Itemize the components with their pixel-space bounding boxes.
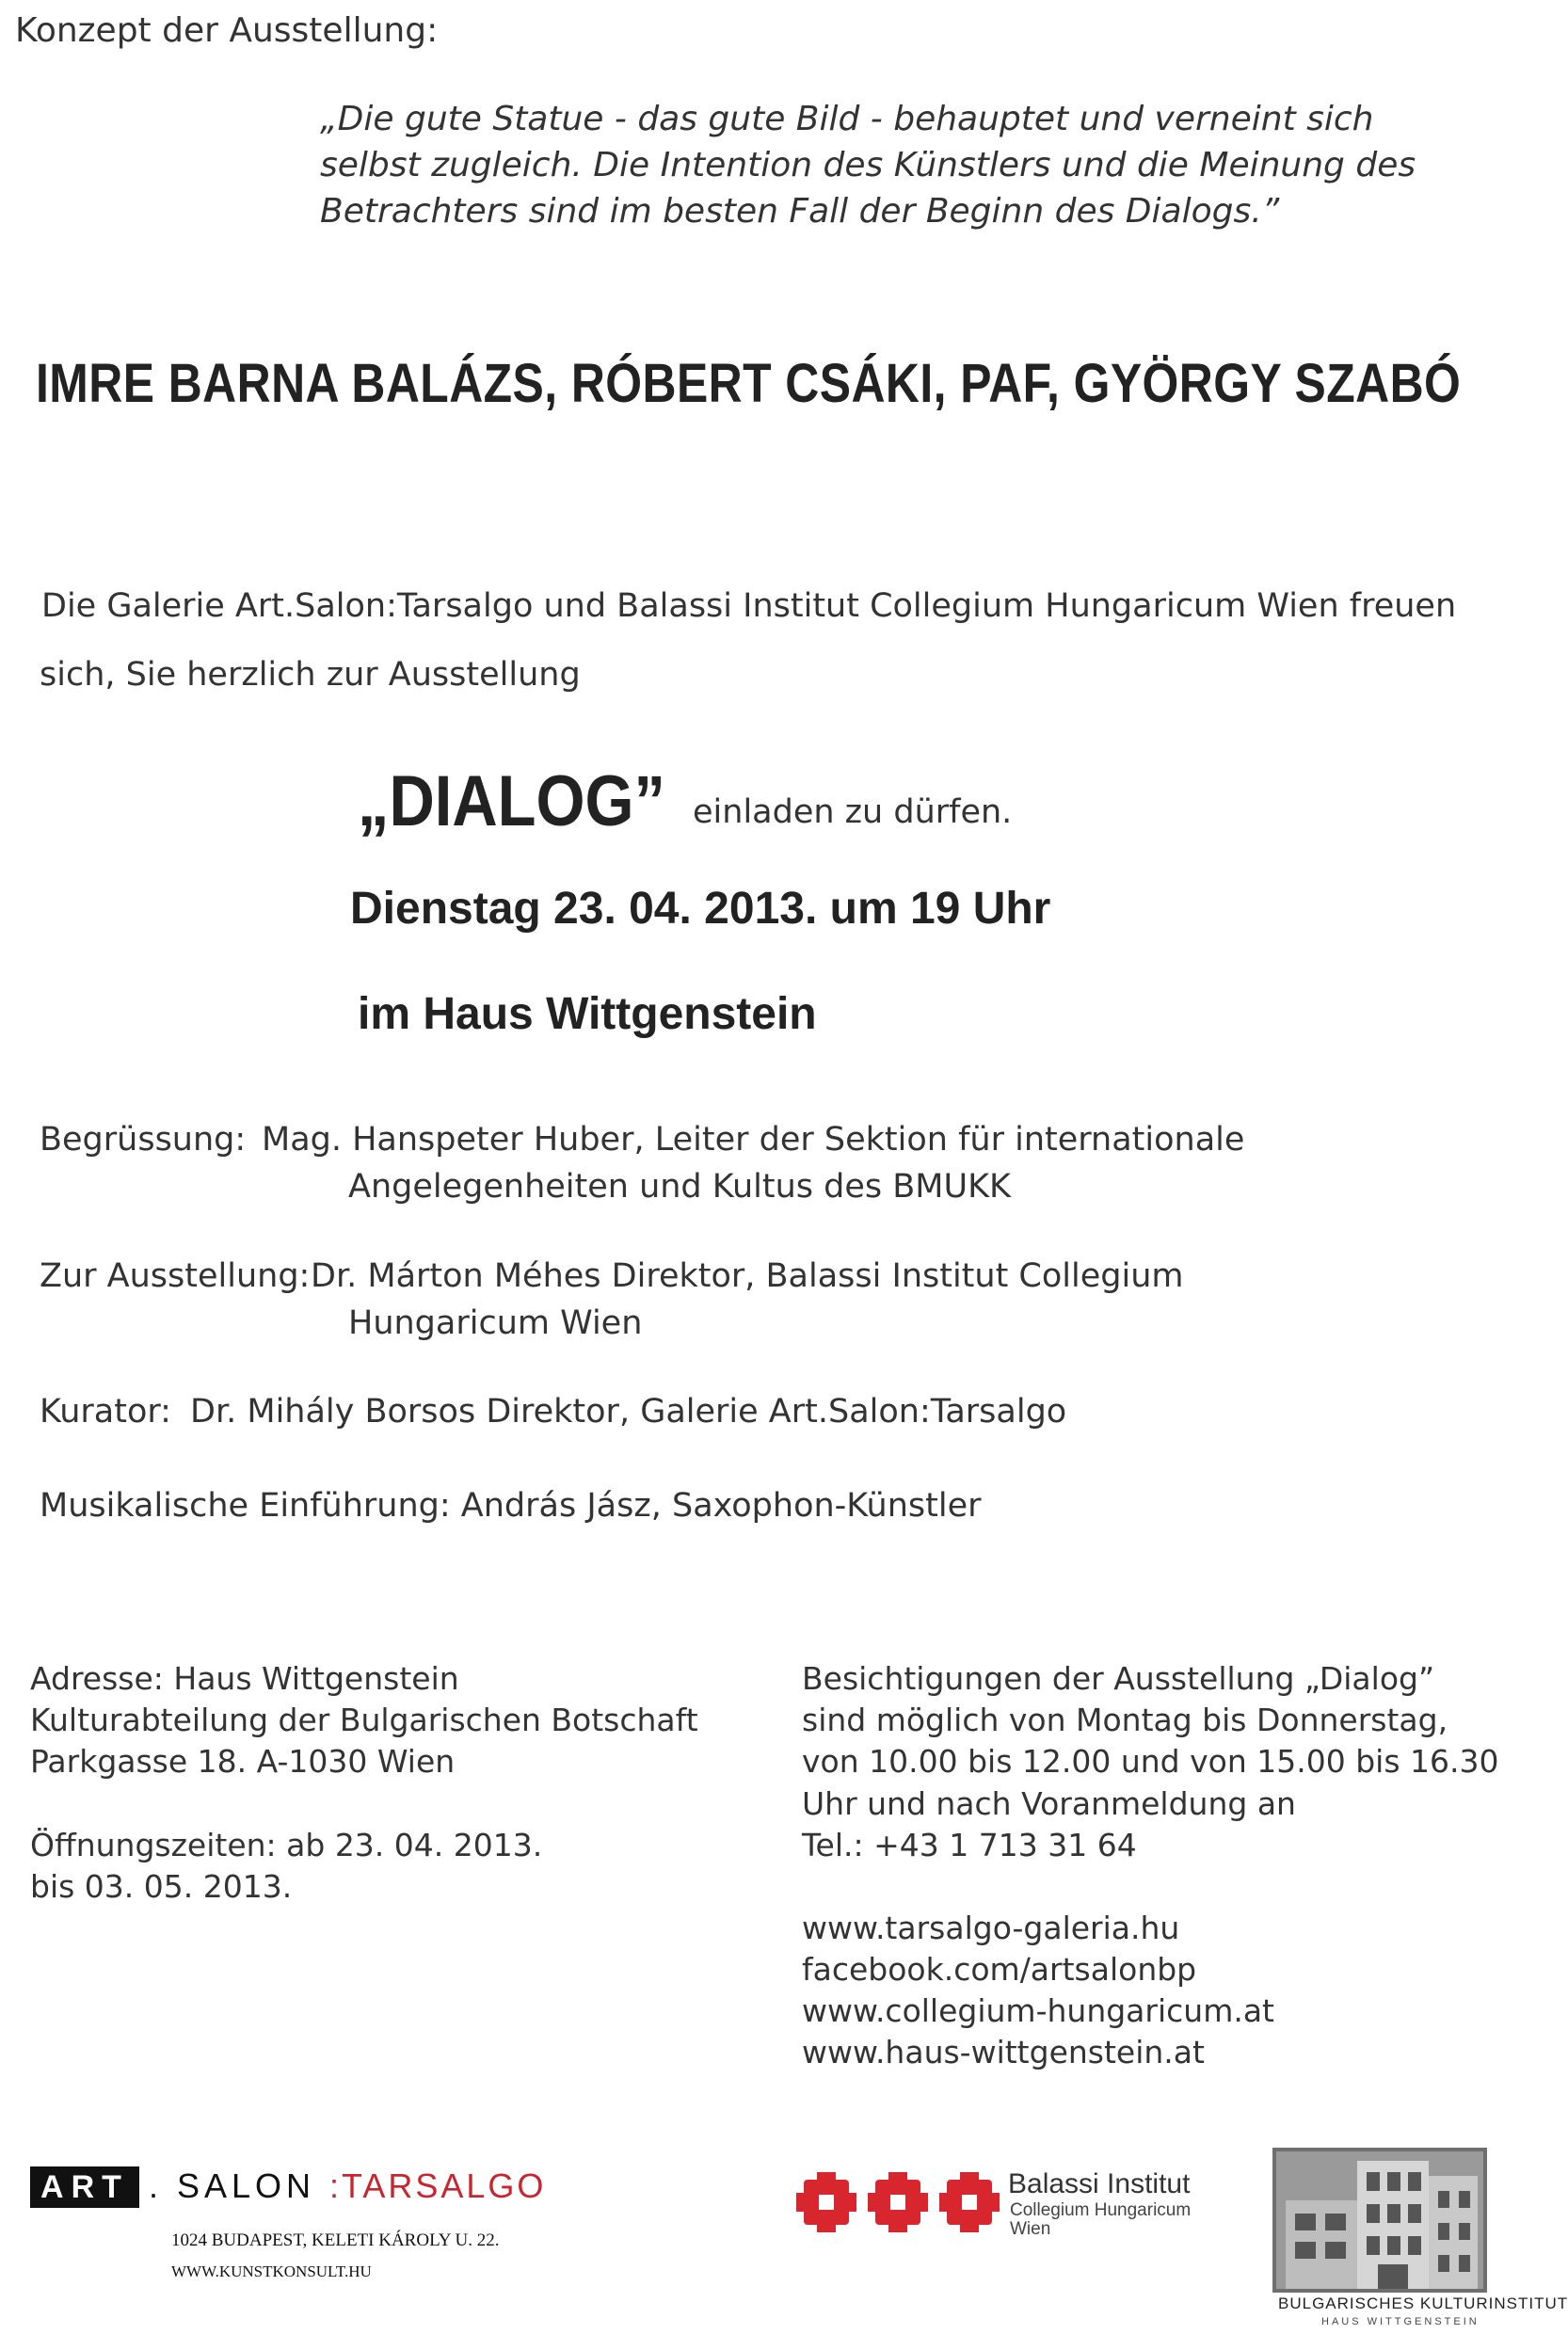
- curator-label: Kurator:: [40, 1393, 171, 1431]
- balassi-subtitle-2: Wien: [1010, 2219, 1051, 2239]
- artsalon-logo-art: ART: [30, 2166, 139, 2208]
- exhibition-title: „DIALOG”: [358, 761, 665, 841]
- curator-text: Dr. Mihály Borsos Direktor, Galerie Art.Salon:Tarsalgo: [190, 1393, 1067, 1431]
- link-tarsalgo-galeria[interactable]: www.tarsalgo-galeria.hu: [802, 1910, 1180, 1946]
- quote-line-2: selbst zugleich. Die Intention des Künstlers und die Meinung des: [320, 146, 1416, 184]
- exhibition-speaker-label: Zur Ausstellung:: [40, 1257, 311, 1295]
- link-haus-wittgenstein[interactable]: www.haus-wittgenstein.at: [802, 2034, 1205, 2070]
- visits-phone: Tel.: +43 1 713 31 64: [802, 1827, 1137, 1863]
- quote-line-1: „Die gute Statue - das gute Bild - behauptet und verneint sich: [320, 100, 1374, 138]
- haus-wittgenstein-building-icon: [1272, 2148, 1487, 2296]
- event-date: Dienstag 23. 04. 2013. um 19 Uhr: [350, 884, 1051, 934]
- artsalon-website: WWW.KUNSTKONSULT.HU: [171, 2262, 372, 2280]
- link-collegium-hungaricum[interactable]: www.collegium-hungaricum.at: [802, 1992, 1274, 2029]
- opening-hours-line-2: bis 03. 05. 2013.: [30, 1868, 293, 1905]
- exhibition-speaker-text-2: Hungaricum Wien: [348, 1304, 643, 1342]
- intro-label: Konzept der Ausstellung:: [15, 11, 439, 50]
- artsalon-logo-salon: . SALON: [149, 2166, 316, 2205]
- balassi-emblem-icon: [796, 2166, 1000, 2242]
- greeting-label: Begrüssung:: [40, 1121, 247, 1159]
- haus-wittgenstein-caption: BULGARISCHES KULTURINSTITUT: [1278, 2294, 1568, 2312]
- artsalon-address: 1024 BUDAPEST, KELETI KÁROLY U. 22.: [171, 2230, 500, 2250]
- visits-line-1: Besichtigungen der Ausstellung „Dialog”: [802, 1660, 1435, 1697]
- exhibition-speaker-text-1: Dr. Márton Méhes Direktor, Balassi Institut Collegium: [311, 1257, 1184, 1295]
- music-intro: Musikalische Einführung: András Jász, Saxophon-Künstler: [40, 1487, 982, 1525]
- greeting-text-2: Angelegenheiten und Kultus des BMUKK: [348, 1168, 1011, 1206]
- event-venue: im Haus Wittgenstein: [358, 989, 817, 1039]
- exhibition-invite-suffix: einladen zu dürfen.: [693, 793, 1013, 831]
- artists-heading: IMRE BARNA BALÁZS, RÓBERT CSÁKI, PAF, GYÖRGY SZABÓ: [36, 353, 1462, 414]
- visits-line-3: von 10.00 bis 12.00 und von 15.00 bis 16.30: [802, 1743, 1499, 1780]
- quote-line-3: Betrachters sind im besten Fall der Beginn des Dialogs.”: [320, 192, 1280, 231]
- haus-wittgenstein-subcaption: HAUS WITTGENSTEIN: [1321, 2316, 1480, 2327]
- artsalon-logo-tarsalgo: :TARSALGO: [329, 2166, 547, 2205]
- balassi-subtitle-1: Collegium Hungaricum: [1010, 2200, 1192, 2220]
- address-line-2: Kulturabteilung der Bulgarischen Botschaft: [30, 1702, 698, 1738]
- greeting-text-1: Mag. Hanspeter Huber, Leiter der Sektion für internationale: [262, 1121, 1245, 1159]
- address-line-3: Parkgasse 18. A-1030 Wien: [30, 1743, 456, 1780]
- visits-line-4: Uhr und nach Voranmeldung an: [802, 1785, 1296, 1822]
- address-line-1: Adresse: Haus Wittgenstein: [30, 1660, 459, 1697]
- invitation-line-1: Die Galerie Art.Salon:Tarsalgo und Balassi Institut Collegium Hungaricum Wien freuen: [41, 587, 1457, 625]
- balassi-name: Balassi Institut: [1008, 2168, 1191, 2199]
- link-facebook-artsalonbp[interactable]: facebook.com/artsalonbp: [802, 1951, 1197, 1988]
- invitation-line-2: sich, Sie herzlich zur Ausstellung: [40, 656, 581, 694]
- opening-hours-line-1: Öffnungszeiten: ab 23. 04. 2013.: [30, 1827, 543, 1863]
- visits-line-2: sind möglich von Montag bis Donnerstag,: [802, 1702, 1448, 1738]
